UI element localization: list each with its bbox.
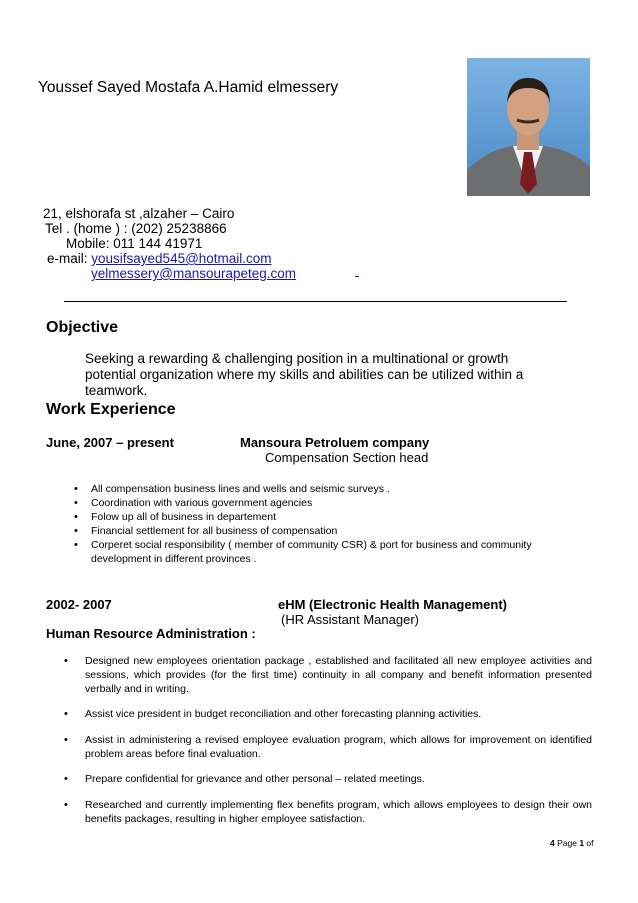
section-divider bbox=[64, 301, 567, 302]
page-of-label: of bbox=[584, 838, 594, 848]
page-number: 4 bbox=[550, 838, 555, 848]
page-footer bbox=[550, 838, 594, 848]
list-item: • Corperet social responsibility ( member of community CSR) & port for business and community development in different provinces . bbox=[91, 538, 551, 566]
job2-section-heading: Human Resource Administration : bbox=[46, 626, 256, 641]
home-phone: Tel . (home ) : (202) 25238866 bbox=[45, 221, 227, 236]
list-item: • Assist in administering a revised employee evaluation program, which allows for improvement on identified problem areas before final evaluation. bbox=[85, 733, 592, 761]
email-line bbox=[47, 251, 272, 266]
profile-photo bbox=[467, 58, 590, 196]
objective-text: Seeking a rewarding & challenging position in a multinational or growth potential organization where my skills and abilities can be utilized within a teamwork. bbox=[85, 351, 524, 398]
email-line-2 bbox=[91, 266, 296, 281]
mobile-phone: Mobile: 011 144 41971 bbox=[66, 236, 203, 251]
portrait-image bbox=[467, 58, 590, 196]
job2-responsibilities bbox=[85, 654, 592, 826]
list-item: • Coordination with various government agencies bbox=[91, 496, 551, 510]
stray-underline bbox=[355, 276, 359, 277]
job2-company: eHM (Electronic Health Management) bbox=[278, 597, 507, 612]
list-item: • Prepare confidential for grievance and other personal – related meetings. bbox=[85, 772, 592, 786]
list-item: • Financial settlement for all business of compensation bbox=[91, 524, 551, 538]
list-item: • All compensation business lines and wells and seismic surveys . bbox=[91, 482, 551, 496]
address-line: 21, elshorafa st ,alzaher – Cairo bbox=[43, 206, 235, 221]
list-item: • Folow up all of business in departement bbox=[91, 510, 551, 524]
page-total: 1 bbox=[579, 838, 585, 848]
candidate-name: Youssef Sayed Mostafa A.Hamid elmessery bbox=[38, 79, 339, 96]
page-label: Page bbox=[554, 838, 580, 848]
list-item: • Researched and currently implementing flex benefits program, which allows employees to design their own benefits packages, resulting in higher employee satisfaction. bbox=[85, 798, 592, 826]
job1-dates: June, 2007 – present bbox=[46, 435, 174, 450]
job1-responsibilities bbox=[91, 482, 551, 566]
job1-title: Compensation Section head bbox=[265, 450, 429, 465]
work-experience-heading: Work Experience bbox=[46, 401, 176, 418]
email-link-work[interactable]: yelmessery@mansourapeteg.com bbox=[91, 266, 297, 281]
job1-company: Mansoura Petroluem company bbox=[240, 435, 430, 450]
email-link-hotmail[interactable]: yousifsayed545@hotmail.com bbox=[91, 251, 272, 266]
objective-heading: Objective bbox=[46, 319, 119, 336]
job2-title: (HR Assistant Manager) bbox=[281, 612, 419, 627]
list-item: • Assist vice president in budget reconciliation and other forecasting planning activities. bbox=[85, 707, 592, 721]
job2-dates: 2002- 2007 bbox=[46, 597, 112, 612]
list-item: • Designed new employees orientation package , established and facilitated all new employee activities and sessions, which provides (for the first time) continuity in all company and benefit information presented verbally and in writing. bbox=[85, 654, 592, 696]
email-label: e-mail: bbox=[47, 251, 92, 266]
